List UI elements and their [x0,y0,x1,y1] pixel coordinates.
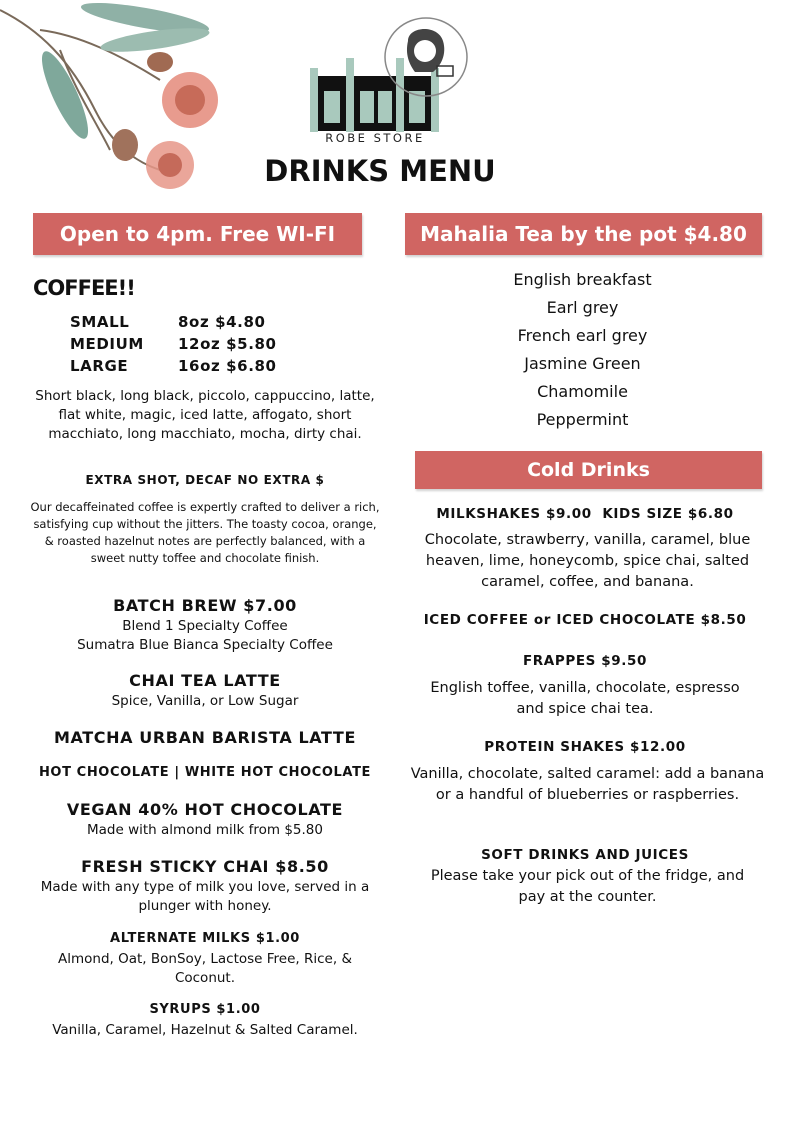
size-label: LARGE [70,357,129,375]
batch-brew-title: BATCH BREW $7.00 [113,596,297,615]
protein-shakes-desc: Vanilla, chocolate, salted caramel: add a banana or a handful of blueberries or raspberries. [410,766,765,803]
list-item: French earl grey [517,326,648,345]
chai-latte-title: CHAI TEA LATTE [129,671,281,690]
list-item: Chamomile [537,382,628,401]
woman-with-coffee-stamp-icon [383,16,469,98]
frappes-title: FRAPPES $9.50 [522,653,647,669]
cold-drinks-banner: Cold Drinks [415,451,762,489]
menu-title: DRINKS MENU [264,154,496,188]
size-price: 12oz $5.80 [178,335,277,353]
size-label: SMALL [70,313,130,331]
syrups-desc: Vanilla, Caramel, Hazelnut & Salted Caramel. [52,1022,358,1038]
matcha-title: MATCHA URBAN BARISTA LATTE [54,728,356,747]
list-item: Jasmine Green [524,354,641,373]
store-name: ROBE STORE [325,131,425,145]
extra-shot-note: EXTRA SHOT, DECAF NO EXTRA $ [85,473,325,487]
tea-list [480,266,685,434]
size-label: MEDIUM [70,335,144,353]
size-price: 8oz $4.80 [178,313,266,331]
list-item: English breakfast [513,270,652,289]
protein-shakes-title: PROTEIN SHAKES $12.00 [484,739,686,755]
milkshakes-title: MILKSHAKES $9.00 KIDS SIZE $6.80 [436,506,734,522]
alternate-milks-desc: Almond, Oat, BonSoy, Lactose Free, Rice, & Coconut. [58,951,352,986]
chai-latte-desc: Spice, Vanilla, or Low Sugar [111,693,299,709]
coffee-list: Short black, long black, piccolo, cappuccino, latte, flat white, magic, iced latte, affogato, short macchiato, long macchiato, mocha, dirty chai. [35,388,375,442]
iced-title: ICED COFFEE or ICED CHOCOLATE $8.50 [423,612,747,628]
soft-drinks-title: SOFT DRINKS AND JUICES [481,847,689,863]
batch-brew-line2: Sumatra Blue Bianca Specialty Coffee [77,637,333,653]
frappes-desc: English toffee, vanilla, chocolate, espresso and spice chai tea. [430,680,740,717]
size-row-medium [70,335,300,353]
alternate-milks-title: ALTERNATE MILKS $1.00 [110,931,300,946]
sticky-chai-title: FRESH STICKY CHAI $8.50 [81,857,329,876]
coffee-heading: COFFEE!! [33,276,135,300]
vegan-hot-chocolate-desc: Made with almond milk from $5.80 [87,822,323,838]
hot-chocolate-title: HOT CHOCOLATE | WHITE HOT CHOCOLATE [38,765,372,780]
decaf-description: Our decaffeinated coffee is expertly crafted to deliver a rich, satisfying cup without the jitters. The toasty cocoa, orange, & roasted hazelnut notes are perfectly balanced, with a sweet nutty toffee and chocolate finish. [30,500,380,565]
sticky-chai-desc: Made with any type of milk you love, served in a plunger with honey. [40,879,370,914]
hours-banner: Open to 4pm. Free WI-FI [33,213,362,255]
list-item: Peppermint [536,410,629,429]
size-row-small [70,313,300,331]
soft-drinks-desc: Please take your pick out of the fridge, and pay at the counter. [430,868,745,905]
batch-brew-line1: Blend 1 Specialty Coffee [122,618,288,634]
size-price: 16oz $6.80 [178,357,277,375]
vegan-hot-chocolate-title: VEGAN 40% HOT CHOCOLATE [66,800,344,819]
tea-banner: Mahalia Tea by the pot $4.80 [405,213,762,255]
syrups-title: SYRUPS $1.00 [149,1002,261,1017]
milkshakes-desc: Chocolate, strawberry, vanilla, caramel, blue heaven, lime, honeycomb, spice chai, salted caramel, coffee, and banana. [424,532,751,590]
list-item: Earl grey [546,298,619,317]
size-row-large [70,357,300,375]
